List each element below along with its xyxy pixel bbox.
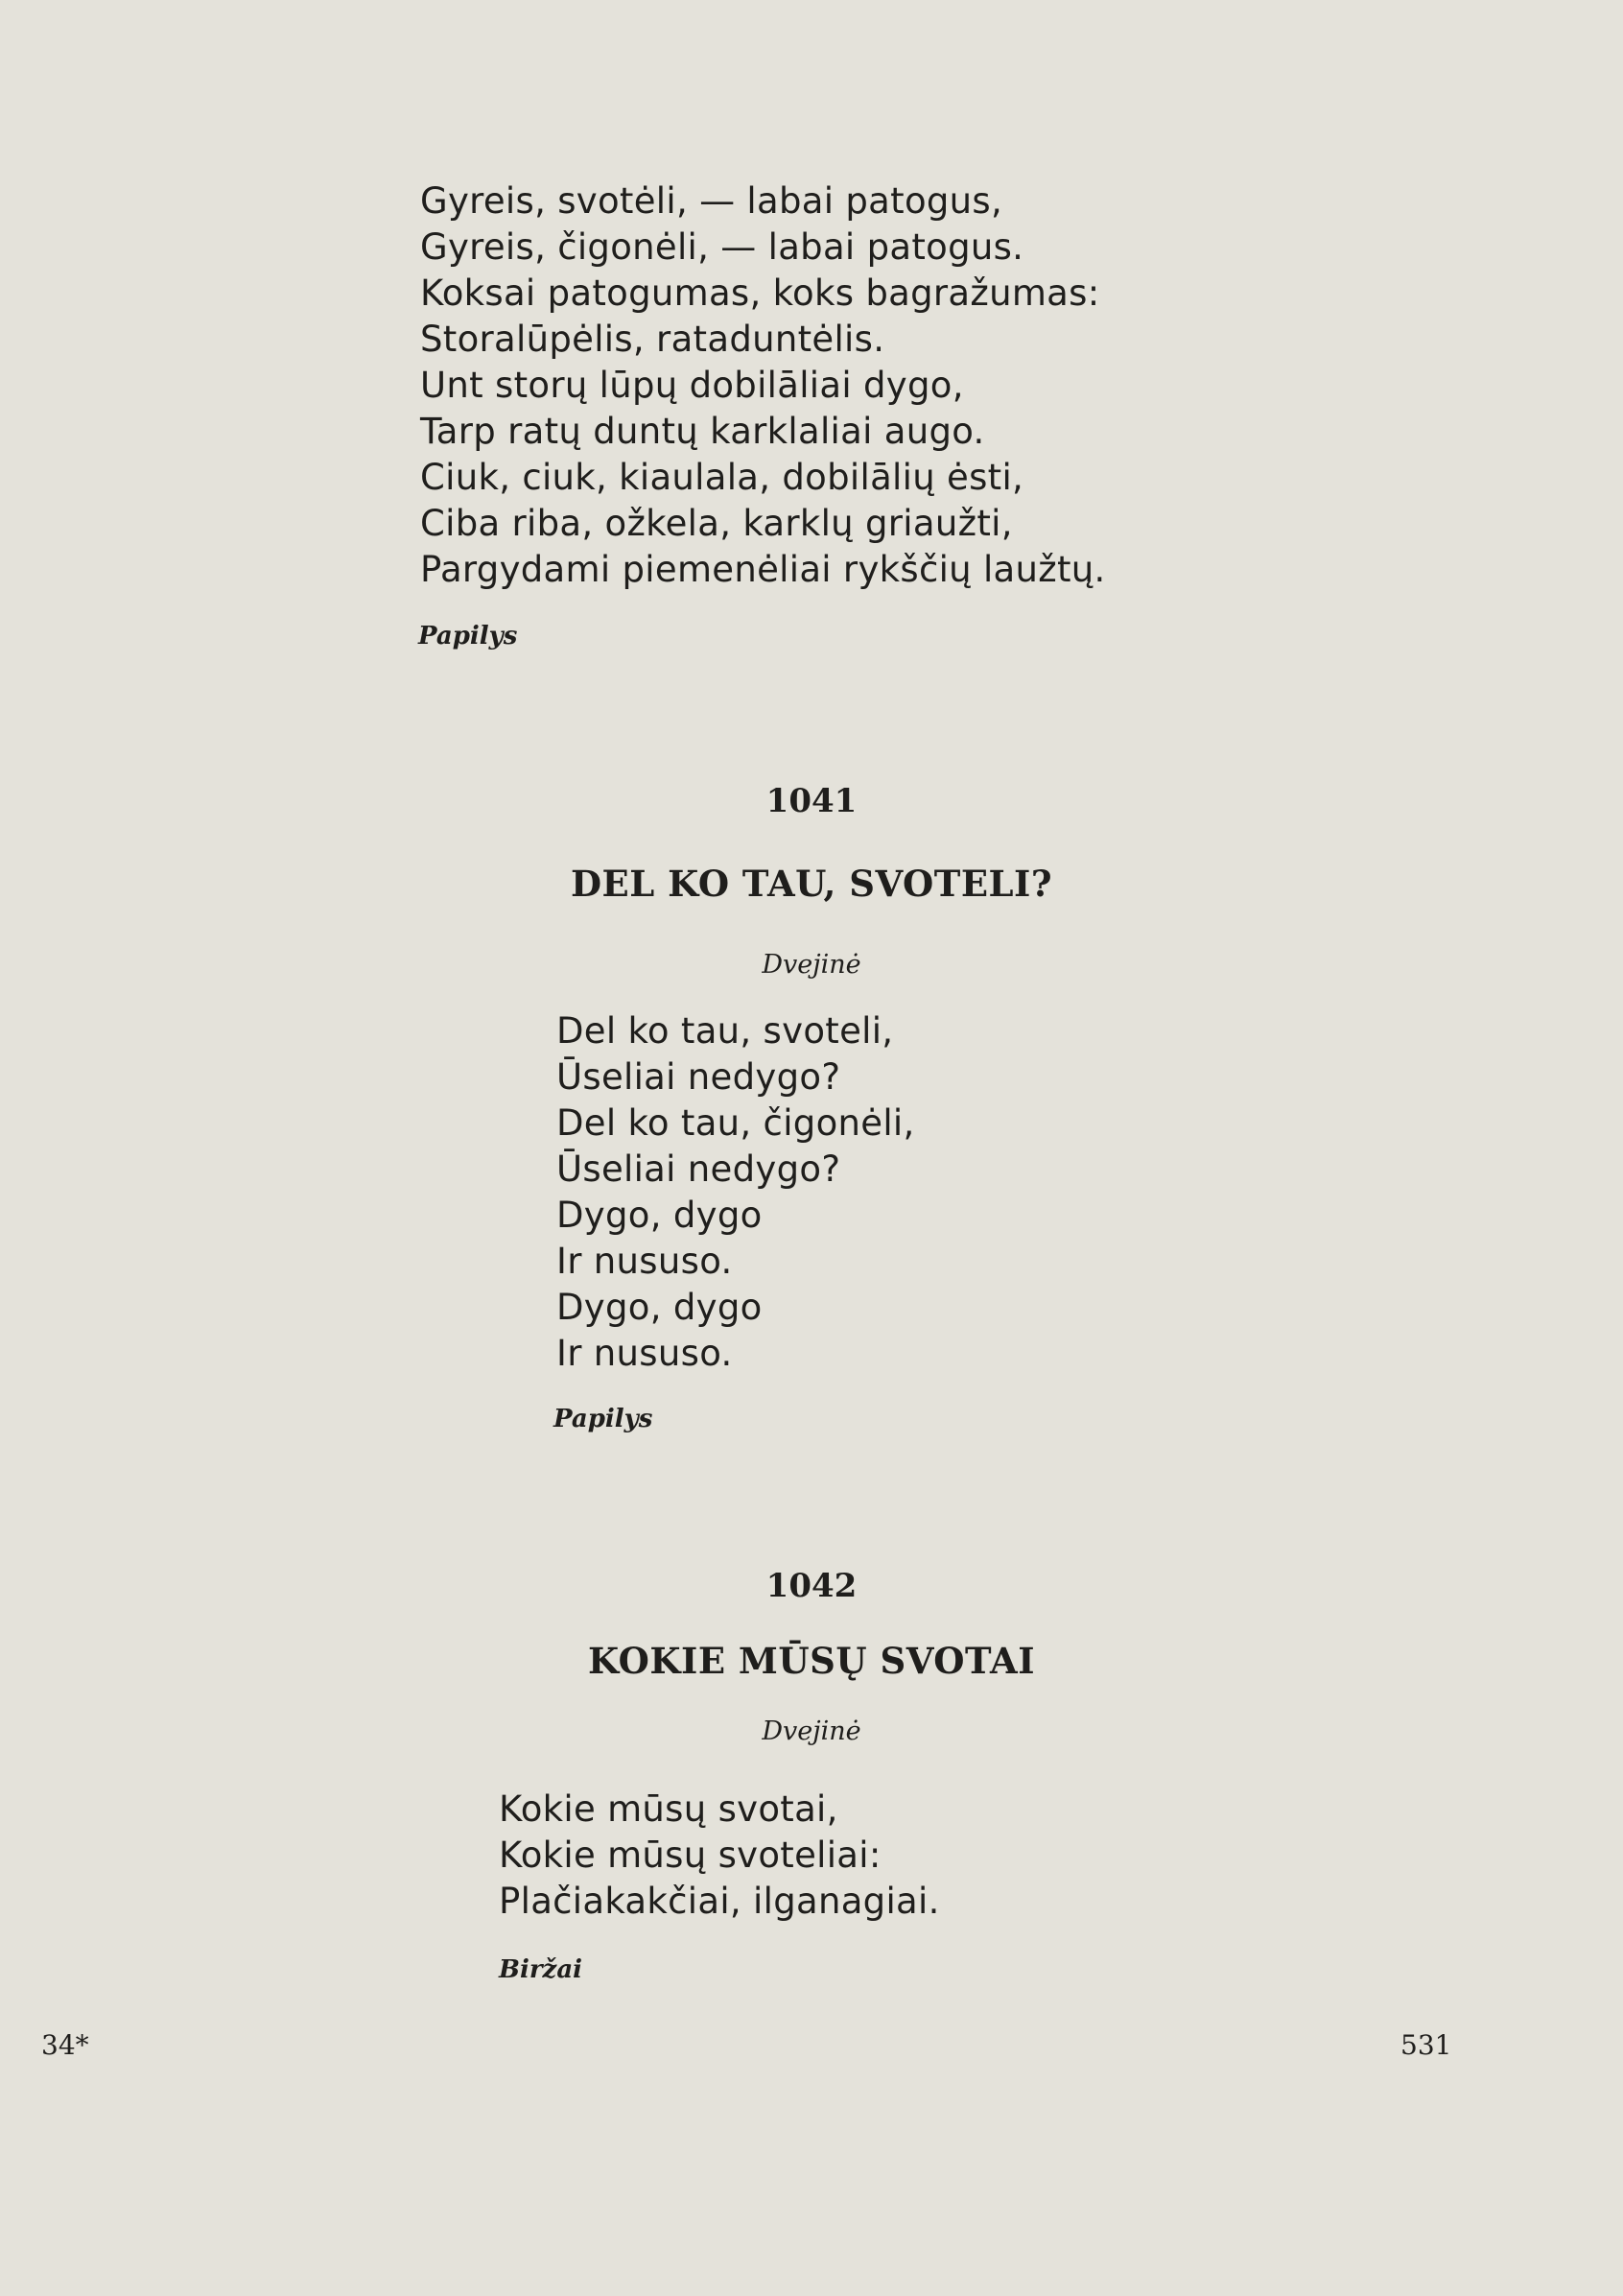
verse-line: Ir nususo.	[556, 1241, 733, 1282]
poem-1042-subtitle: Dvejinė	[762, 1716, 861, 1746]
verse-line: Dygo, dygo	[556, 1287, 763, 1328]
verse-line: Gyreis, čigonėli, — labai patogus.	[420, 226, 1024, 268]
verse-line: Del ko tau, svoteli,	[556, 1010, 894, 1052]
verse-line: Ir nususo.	[556, 1333, 733, 1374]
poem-1040-verse	[420, 178, 1106, 593]
poem-1042-source: Biržai	[499, 1955, 583, 1984]
signature-mark: 34*	[41, 2029, 89, 2061]
verse-line: Ūseliai nedygo?	[556, 1056, 841, 1098]
verse-line: Plačiakakčiai, ilganagiai.	[499, 1881, 940, 1922]
verse-line: Gyreis, svotėli, — labai patogus,	[420, 180, 1003, 222]
verse-line: Unt storų lūpų dobilāliai dygo,	[420, 365, 964, 406]
verse-line: Dygo, dygo	[556, 1195, 763, 1236]
poem-1042-verse	[499, 1787, 940, 1925]
verse-line: Koksai patogumas, koks bagražumas:	[420, 272, 1100, 314]
verse-line: Storalūpėlis, rataduntėlis.	[420, 319, 885, 360]
verse-line: Ūseliai nedygo?	[556, 1148, 841, 1190]
poem-1040-source: Papilys	[418, 622, 518, 651]
poem-1041-verse	[556, 1008, 915, 1377]
verse-line: Ciba riba, ožkela, karklų griaužti,	[420, 503, 1013, 544]
poem-1041-number: 1041	[765, 782, 858, 820]
verse-line: Kokie mūsų svotai,	[499, 1788, 838, 1830]
verse-line: Kokie mūsų svoteliai:	[499, 1834, 882, 1876]
poem-1042-number: 1042	[765, 1567, 858, 1605]
verse-line: Tarp ratų duntų karklaliai augo.	[420, 411, 985, 452]
verse-line: Del ko tau, čigonėli,	[556, 1102, 915, 1144]
poem-1042-title: KOKIE MŪSŲ SVOTAI	[587, 1640, 1036, 1682]
verse-line: Ciuk, ciuk, kiaulala, dobilālių ėsti,	[420, 457, 1024, 498]
verse-line: Pargydami piemenėliai rykščių laužtų.	[420, 549, 1106, 590]
page-number: 531	[1400, 2029, 1452, 2061]
poem-1041-source: Papilys	[553, 1405, 653, 1433]
poem-1041-title: DEL KO TAU, SVOTELI?	[570, 863, 1053, 905]
poem-1041-subtitle: Dvejinė	[762, 950, 861, 980]
